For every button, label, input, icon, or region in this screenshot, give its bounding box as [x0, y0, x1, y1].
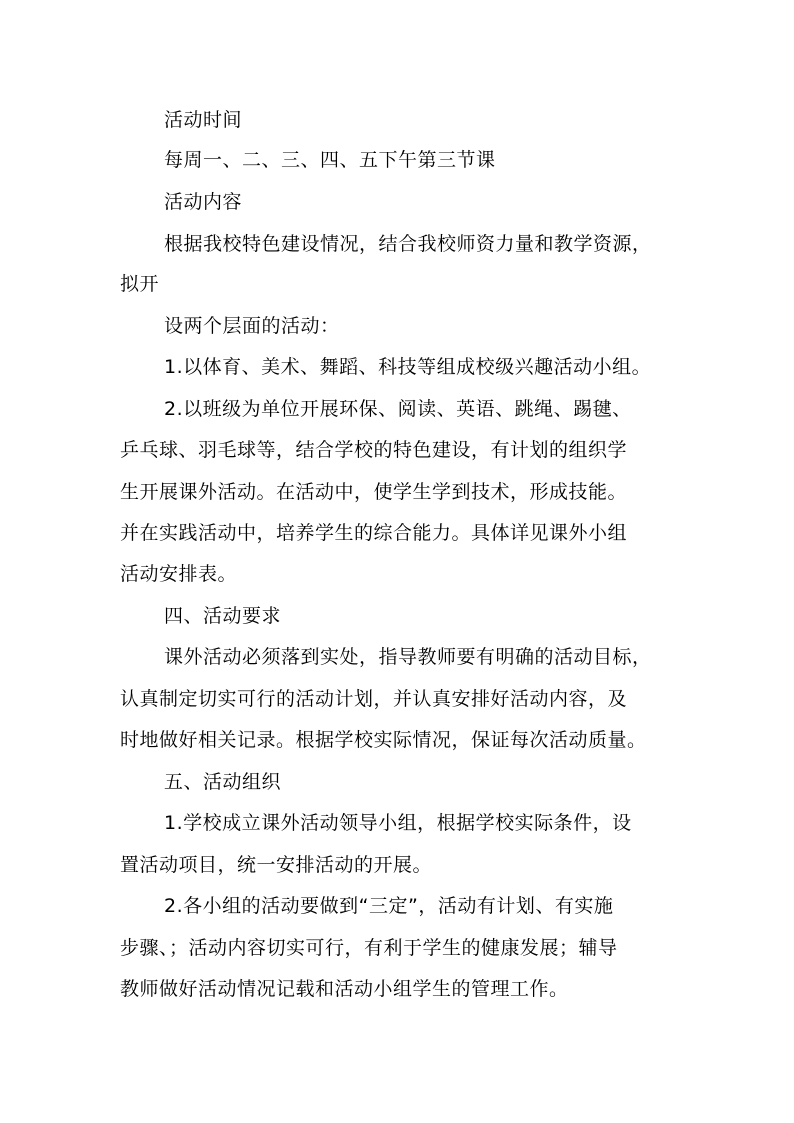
paragraph-line: 置活动项目，统一安排活动的开展。 — [120, 854, 433, 876]
list-item-1: 1.以体育、美术、舞蹈、科技等组成校级兴趣活动小组。 — [164, 356, 652, 378]
list-item-1: 1.学校成立课外活动领导小组，根据学校实际条件，设 — [164, 812, 632, 834]
paragraph-line: 教师做好活动情况记载和活动小组学生的管理工作。 — [120, 978, 569, 1000]
heading-activity-organization: 五、活动组织 — [164, 771, 282, 793]
paragraph-line: 步骤、；活动内容切实可行，有利于学生的健康发展；辅导 — [120, 937, 618, 959]
paragraph-line: 每周一、二、三、四、五下午第三节课 — [164, 149, 496, 171]
paragraph-line: 乒乓球、羽毛球等，结合学校的特色建设，有计划的组织学 — [120, 439, 628, 461]
heading-activity-content: 活动内容 — [164, 191, 243, 213]
paragraph-line: 时地做好相关记录。根据学校实际情况，保证每次活动质量。 — [120, 729, 647, 751]
list-item-2: 2.以班级为单位开展环保、阅读、英语、跳绳、踢毽、 — [164, 398, 632, 420]
paragraph-line: 认真制定切实可行的活动计划，并认真安排好活动内容，及 — [120, 688, 628, 710]
paragraph-line: 并在实践活动中，培养学生的综合能力。具体详见课外小组 — [120, 522, 628, 544]
heading-activity-time: 活动时间 — [164, 109, 243, 131]
paragraph-line: 设两个层面的活动： — [164, 315, 340, 337]
heading-activity-requirements: 四、活动要求 — [164, 605, 282, 627]
paragraph-line: 生开展课外活动。在活动中，使学生学到技术，形成技能。 — [120, 481, 628, 503]
paragraph-line: 拟开 — [120, 273, 160, 295]
paragraph-line: 活动安排表。 — [120, 563, 238, 585]
paragraph-line: 根据我校特色建设情况，结合我校师资力量和教学资源， — [164, 233, 652, 255]
paragraph-line: 课外活动必须落到实处，指导教师要有明确的活动目标， — [164, 646, 652, 668]
list-item-2: 2.各小组的活动要做到“三定”，活动有计划、有实施 — [164, 895, 614, 917]
